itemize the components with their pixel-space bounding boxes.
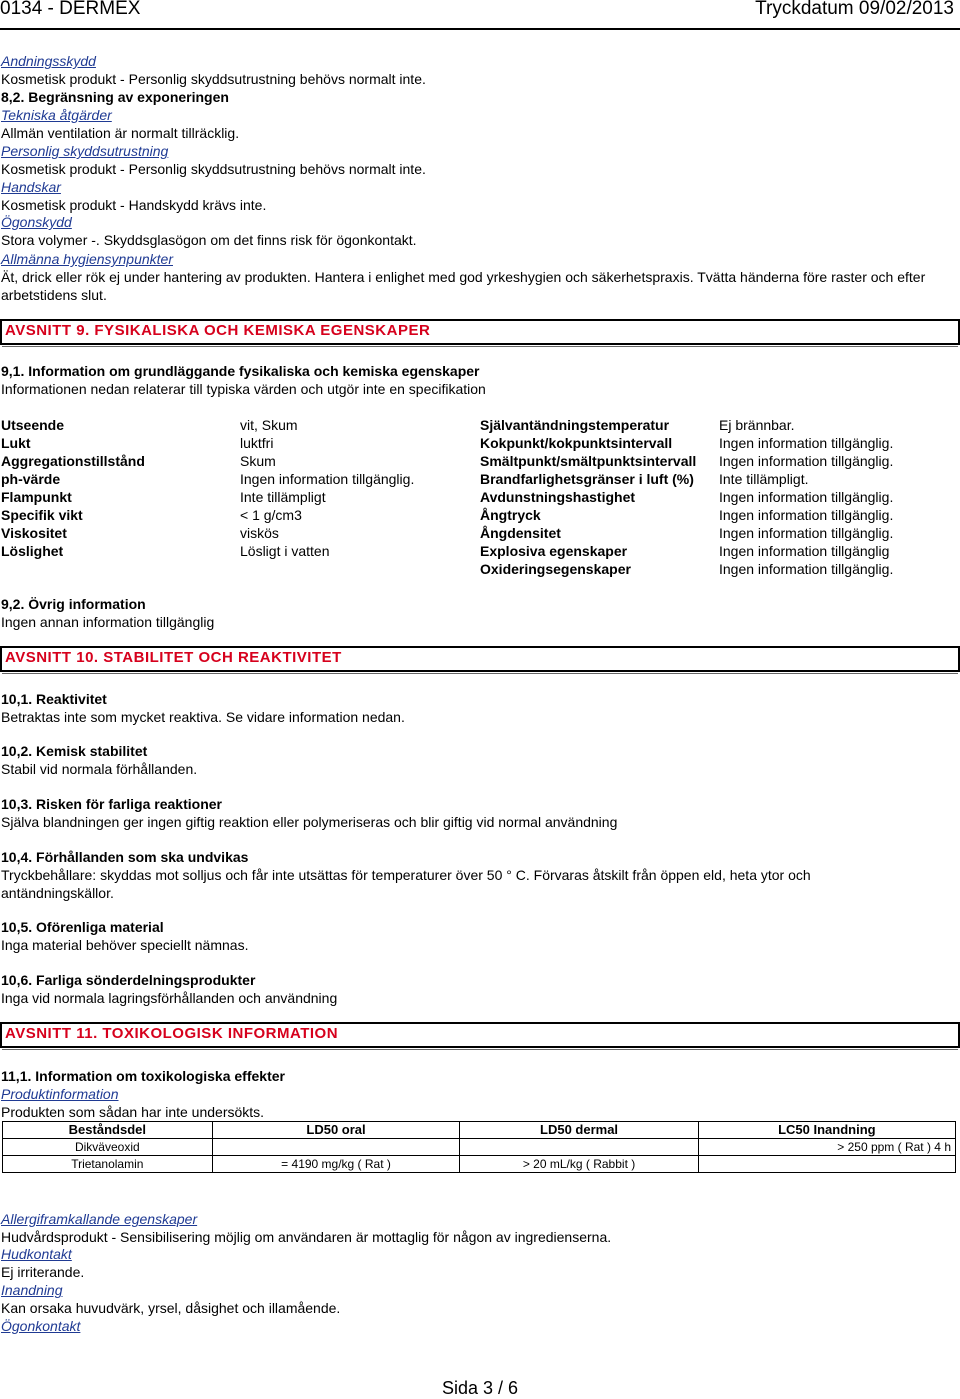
handskar-heading: Handskar <box>1 179 61 195</box>
prop-value: Ingen information tillgänglig. <box>719 489 894 505</box>
prop-value: Ingen information tillgänglig. <box>240 471 415 487</box>
table-cell <box>212 1139 460 1156</box>
section-10-title: AVSNITT 10. STABILITET OCH REAKTIVITET <box>5 649 342 666</box>
personlig-text: Kosmetisk produkt - Personlig skyddsutrustning behövs normalt inte. <box>1 161 426 177</box>
prop-key: Explosiva egenskaper <box>480 543 628 559</box>
subsection-10-1-text: Betraktas inte som mycket reaktiva. Se vidare information nedan. <box>1 709 405 725</box>
tekniska-heading: Tekniska åtgärder <box>1 107 112 123</box>
prop-key: Ångdensitet <box>480 525 561 541</box>
column-header: LD50 oral <box>212 1122 460 1139</box>
prop-key: Aggregationstillstånd <box>1 453 145 469</box>
subsection-10-5: 10,5. Oförenliga material <box>1 919 164 935</box>
prop-value: Ingen information tillgänglig. <box>719 435 894 451</box>
andningsskydd-text: Kosmetisk produkt - Personlig skyddsutrustning behövs normalt inte. <box>1 71 426 87</box>
document-id: 0134 - DERMEX <box>0 0 141 19</box>
table-header-row <box>3 1122 956 1139</box>
table-row <box>3 1156 956 1173</box>
prop-value: Skum <box>240 453 276 469</box>
prop-key: Brandfarlighetsgränser i luft (%) <box>480 471 694 487</box>
subsection-10-3-text: Själva blandningen ger ingen giftig reaktion eller polymeriseras och blir giftig vid normal användning <box>1 814 618 830</box>
column-header: LD50 dermal <box>460 1122 698 1139</box>
hygien-text: Ät, drick eller rök ej under hantering av produkten. Hantera i enlighet med god yrkeshygien och säkerhetspraxis. Tvätta händerna före raster och efter arbetstidens slut. <box>1 269 926 303</box>
subsection-10-6-text: Inga vid normala lagringsförhållanden och användning <box>1 990 338 1006</box>
subsection-8-2: 8,2. Begränsning av exponeringen <box>1 89 229 105</box>
print-date: Tryckdatum 09/02/2013 <box>755 0 954 19</box>
prop-key: ph-värde <box>1 471 61 487</box>
hygien-heading: Allmänna hygiensynpunkter <box>1 251 173 267</box>
subsection-9-1-text: Informationen nedan relaterar till typiska värden och utgör inte en specifikation <box>1 381 486 397</box>
table-cell: Dikväveoxid <box>3 1139 213 1156</box>
allergi-heading: Allergiframkallande egenskaper <box>1 1211 198 1227</box>
prop-value: Inte tillämpligt. <box>719 471 809 487</box>
inandning-heading: Inandning <box>1 1282 63 1298</box>
table-cell: > 20 mL/kg ( Rabbit ) <box>460 1156 698 1173</box>
prop-value: Ingen information tillgänglig <box>719 543 890 559</box>
column-header: Beståndsdel <box>3 1122 213 1139</box>
table-cell <box>698 1156 955 1173</box>
page-header <box>0 0 960 30</box>
prop-key: Kokpunkt/kokpunktsintervall <box>480 435 673 451</box>
prop-key: Oxideringsegenskaper <box>480 561 631 577</box>
produktinfo-text: Produkten som sådan har inte undersökts. <box>1 1104 265 1120</box>
subsection-10-4-text: Tryckbehållare: skyddas mot solljus och får inte utsättas för temperaturer över 50 ° C. Förvaras åtskilt från öppen eld, heta ytor och antändningskällor. <box>1 867 811 901</box>
prop-value: Ingen information tillgänglig. <box>719 561 894 577</box>
prop-value: viskös <box>240 525 279 541</box>
ogonskydd-text: Stora volymer -. Skyddsglasögon om det finns risk för ögonkontakt. <box>1 232 417 248</box>
andningsskydd-heading: Andningsskydd <box>1 53 96 69</box>
prop-value: Ej brännbar. <box>719 417 795 433</box>
subsection-10-6: 10,6. Farliga sönderdelningsprodukter <box>1 972 256 988</box>
prop-key: Lukt <box>1 435 31 451</box>
prop-value: luktfri <box>240 435 274 451</box>
prop-key: Smältpunkt/smältpunktsintervall <box>480 453 697 469</box>
prop-key: Flampunkt <box>1 489 72 505</box>
subsection-10-4: 10,4. Förhållanden som ska undvikas <box>1 849 249 865</box>
personlig-heading: Personlig skyddsutrustning <box>1 143 169 159</box>
tekniska-text: Allmän ventilation är normalt tillräcklig. <box>1 125 240 141</box>
prop-value: < 1 g/cm3 <box>240 507 302 523</box>
prop-key: Avdunstningshastighet <box>480 489 636 505</box>
prop-key: Självantändningstemperatur <box>480 417 670 433</box>
subsection-10-5-text: Inga material behöver speciellt nämnas. <box>1 937 249 953</box>
subsection-11-1: 11,1. Information om toxikologiska effekter <box>1 1068 285 1084</box>
section-11-header <box>0 1022 960 1048</box>
subsection-9-2-text: Ingen annan information tillgänglig <box>1 614 215 630</box>
column-header: LC50 Inandning <box>698 1122 955 1139</box>
prop-key: Löslighet <box>1 543 64 559</box>
prop-key: Utseende <box>1 417 65 433</box>
table-cell: > 250 ppm ( Rat ) 4 h <box>698 1139 955 1156</box>
table-cell: Trietanolamin <box>3 1156 213 1173</box>
section-11-title: AVSNITT 11. TOXIKOLOGISK INFORMATION <box>5 1025 339 1042</box>
prop-key: Ångtryck <box>480 507 541 523</box>
ogonskydd-heading: Ögonskydd <box>1 214 72 230</box>
prop-key: Specifik vikt <box>1 507 83 523</box>
hudkontakt-text: Ej irriterande. <box>1 1264 85 1280</box>
table-row <box>3 1139 956 1156</box>
prop-value: Lösligt i vatten <box>240 543 330 559</box>
subsection-9-1: 9,1. Information om grundläggande fysikaliska och kemiska egenskaper <box>1 363 480 379</box>
section-9-title: AVSNITT 9. FYSIKALISKA OCH KEMISKA EGENSKAPER <box>5 322 431 339</box>
page-number: Sida 3 / 6 <box>441 1378 519 1398</box>
hudkontakt-heading: Hudkontakt <box>1 1246 72 1262</box>
prop-key: Viskositet <box>1 525 67 541</box>
allergi-text: Hudvårdsprodukt - Sensibilisering möjlig om användaren är mottaglig för någon av ingredienserna. <box>1 1229 612 1245</box>
inandning-text: Kan orsaka huvudvärk, yrsel, dåsighet och illamående. <box>1 1300 341 1316</box>
table-cell <box>460 1139 698 1156</box>
prop-value: vit, Skum <box>240 417 298 433</box>
toxicology-table <box>2 1121 956 1173</box>
section-9-header <box>0 319 960 345</box>
prop-value: Ingen information tillgänglig. <box>719 453 894 469</box>
header-rule <box>0 28 960 30</box>
subsection-10-3: 10,3. Risken för farliga reaktioner <box>1 796 222 812</box>
subsection-10-1: 10,1. Reaktivitet <box>1 691 107 707</box>
prop-value: Inte tillämpligt <box>240 489 326 505</box>
prop-value: Ingen information tillgänglig. <box>719 507 894 523</box>
table-cell: = 4190 mg/kg ( Rat ) <box>212 1156 460 1173</box>
subsection-10-2: 10,2. Kemisk stabilitet <box>1 743 148 759</box>
section-10-header <box>0 646 960 672</box>
produktinfo-heading: Produktinformation <box>1 1086 119 1102</box>
subsection-10-2-text: Stabil vid normala förhållanden. <box>1 761 198 777</box>
subsection-9-2: 9,2. Övrig information <box>1 596 146 612</box>
handskar-text: Kosmetisk produkt - Handskydd krävs inte. <box>1 197 267 213</box>
prop-value: Ingen information tillgänglig. <box>719 525 894 541</box>
ogonkontakt-heading: Ögonkontakt <box>1 1318 81 1334</box>
